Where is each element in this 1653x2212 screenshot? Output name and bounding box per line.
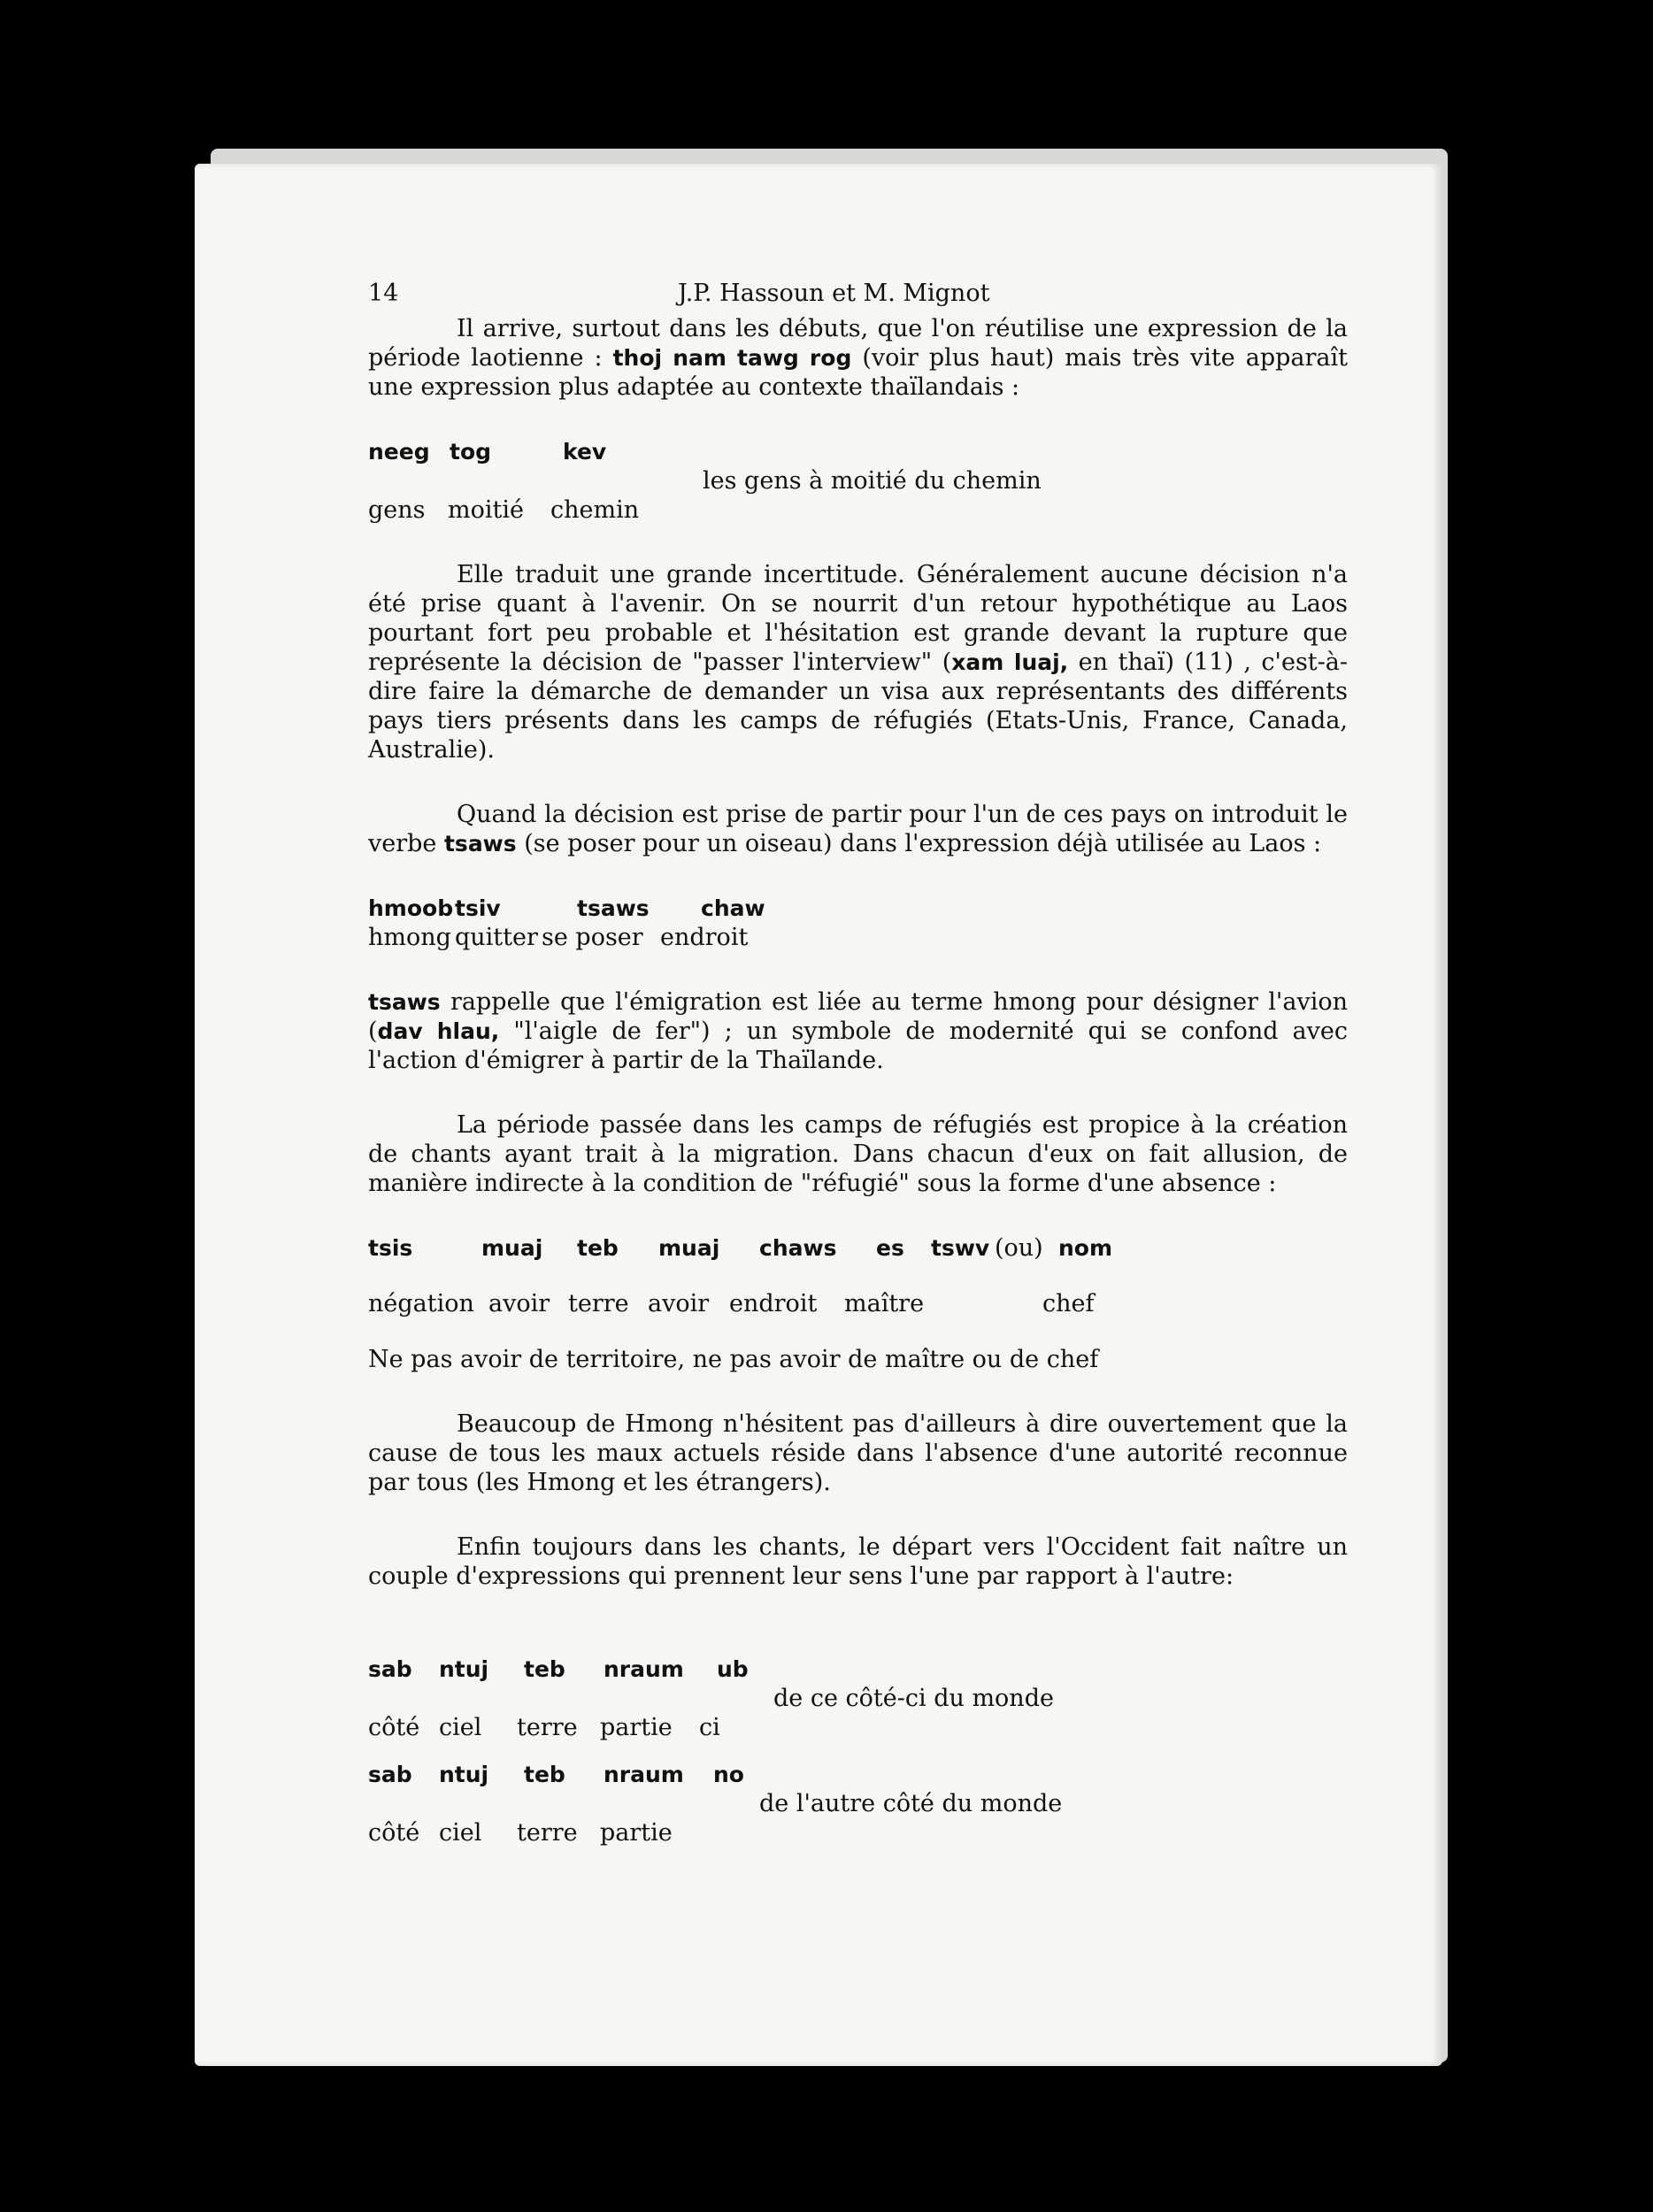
hmong-word: nraum xyxy=(604,1762,684,1787)
hmong-word: sab xyxy=(368,1762,412,1787)
example-translation: de l'autre côté du monde xyxy=(759,1790,1063,1817)
gloss-word: quitter xyxy=(455,924,538,951)
example-1-gloss xyxy=(368,495,1348,525)
hmong-word: nom xyxy=(1058,1235,1113,1261)
hmong-word: hmoob xyxy=(368,895,454,921)
hmong-term: xam luaj, xyxy=(951,649,1069,675)
hmong-word: tswv xyxy=(931,1235,990,1261)
hmong-term: tsaws xyxy=(443,831,517,856)
hmong-word: tsaws xyxy=(577,895,650,921)
hmong-word: teb xyxy=(524,1656,565,1682)
gloss-word: moitié xyxy=(448,496,524,524)
gloss-word: (ou) xyxy=(995,1234,1043,1262)
example-5-words xyxy=(368,1760,1348,1789)
hmong-word: es xyxy=(876,1235,904,1261)
example-3-translation: Ne pas avoir de territoire, ne pas avoir de maître ou de chef xyxy=(368,1346,1099,1373)
gloss-word: gens xyxy=(368,496,426,524)
gloss-word: chemin xyxy=(550,496,640,524)
page-number: 14 xyxy=(368,280,399,307)
gloss-word: ciel xyxy=(439,1714,482,1741)
gloss-word: ciel xyxy=(439,1819,482,1847)
example-translation: de ce côté-ci du monde xyxy=(773,1685,1054,1712)
paragraph-7: Enfin toujours dans les chants, le départ vers l'Occident fait naître un couple d'expressions qui prennent leur sens l'une par rapport à l'autre: xyxy=(368,1533,1348,1590)
gloss-word: terre xyxy=(517,1714,578,1741)
hmong-word: nraum xyxy=(604,1656,684,1682)
hmong-term: thoj nam tawg rog xyxy=(612,345,852,371)
paragraph-3: Quand la décision est prise de partir pour l'un de ces pays on introduit le verbe tsaws (se poser pour un oiseau) dans l'expression déjà utilisée au Laos : xyxy=(368,801,1348,857)
paragraph-2: Elle traduit une grande incertitude. Généralement aucune décision n'a été prise quant à l'avenir. On se nourrit d'un retour hypothétique au Laos pourtant fort peu probable et l'hésitation est grande devant la rupture que représente la décision de "passer l'interview" (xam luaj, en thaï) (11) , c'est-à-dire faire la démarche de demander un visa aux représentants des différents pays tiers présents dans les camps de réfugiés (Etats-Unis, France, Canada, Australie). xyxy=(368,561,1348,764)
hmong-word: tog xyxy=(450,439,492,465)
example-2-gloss xyxy=(368,923,1348,952)
hmong-term: dav hlau, xyxy=(377,1018,500,1044)
paragraph-6: Beaucoup de Hmong n'hésitent pas d'ailleurs à dire ouvertement que la cause de tous les maux actuels réside dans l'absence d'une autorité reconnue par tous (les Hmong et les étrangers). xyxy=(368,1410,1348,1496)
hmong-word: muaj xyxy=(481,1235,543,1261)
example-1-words xyxy=(368,437,1348,466)
example-4-translation-line xyxy=(368,1684,1348,1713)
paragraph-5: La période passée dans les camps de réfugiés est propice à la création de chants ayant trait à la migration. Dans chacun d'eux on fait allusion, de manière indirecte à la condition de "réfugié" sous la forme d'une absence : xyxy=(368,1111,1348,1197)
gloss-word: endroit xyxy=(729,1290,818,1317)
running-title-authors: J.P. Hassoun et M. Mignot xyxy=(678,280,990,307)
example-2-words xyxy=(368,894,1348,923)
gloss-word: maître xyxy=(844,1290,925,1317)
hmong-word: sab xyxy=(368,1656,412,1682)
example-5-gloss xyxy=(368,1818,1348,1847)
gloss-word: se poser xyxy=(542,924,643,951)
example-5-translation-line xyxy=(368,1789,1348,1818)
gloss-word: endroit xyxy=(660,924,749,951)
hmong-word: muaj xyxy=(658,1235,720,1261)
gloss-word: côté xyxy=(368,1714,420,1741)
paragraph-4: tsaws rappelle que l'émigration est liée au terme hmong pour désigner l'avion (dav hlau, "l'aigle de fer") ; un symbole de modernité qui se confond avec l'action d'émigrer à partir de la Thaïlande. xyxy=(368,988,1348,1074)
hmong-word: tsiv xyxy=(455,895,501,921)
gloss-word: terre xyxy=(517,1819,578,1847)
gloss-word: ci xyxy=(699,1714,720,1741)
hmong-word: chaw xyxy=(701,895,765,921)
hmong-word: chaws xyxy=(759,1235,837,1261)
running-header xyxy=(368,279,1348,314)
hmong-term: tsaws xyxy=(368,989,441,1015)
example-3-gloss xyxy=(368,1289,1348,1318)
gloss-word: négation xyxy=(368,1290,474,1317)
gloss-word: avoir xyxy=(488,1290,550,1317)
hmong-word: ntuj xyxy=(439,1656,489,1682)
hmong-word: ub xyxy=(717,1656,749,1682)
gloss-word: partie xyxy=(600,1714,673,1741)
hmong-word: kev xyxy=(563,439,607,465)
example-1-translation-line xyxy=(368,466,1348,495)
example-4-gloss xyxy=(368,1713,1348,1742)
hmong-word: teb xyxy=(577,1235,619,1261)
gloss-word: chef xyxy=(1042,1290,1095,1317)
example-4-words xyxy=(368,1655,1348,1684)
hmong-word: ntuj xyxy=(439,1762,489,1787)
example-translation: les gens à moitié du chemin xyxy=(703,467,1042,495)
gloss-word: côté xyxy=(368,1819,420,1847)
book-page xyxy=(195,164,1442,2066)
gloss-word: hmong xyxy=(368,924,451,951)
hmong-word: teb xyxy=(524,1762,565,1787)
page-content xyxy=(368,279,1348,1847)
example-3-words xyxy=(368,1233,1348,1263)
hmong-word: tsis xyxy=(368,1235,413,1261)
hmong-word: neeg xyxy=(368,439,430,465)
paragraph-1: Il arrive, surtout dans les débuts, que l'on réutilise une expression de la période laotienne : thoj nam tawg rog (voir plus haut) mais très vite apparaît une expression plus adaptée au contexte thaïlandais : xyxy=(368,315,1348,401)
hmong-word: no xyxy=(713,1762,744,1787)
gloss-word: terre xyxy=(568,1290,629,1317)
gloss-word: partie xyxy=(600,1819,673,1847)
gloss-word: avoir xyxy=(648,1290,710,1317)
